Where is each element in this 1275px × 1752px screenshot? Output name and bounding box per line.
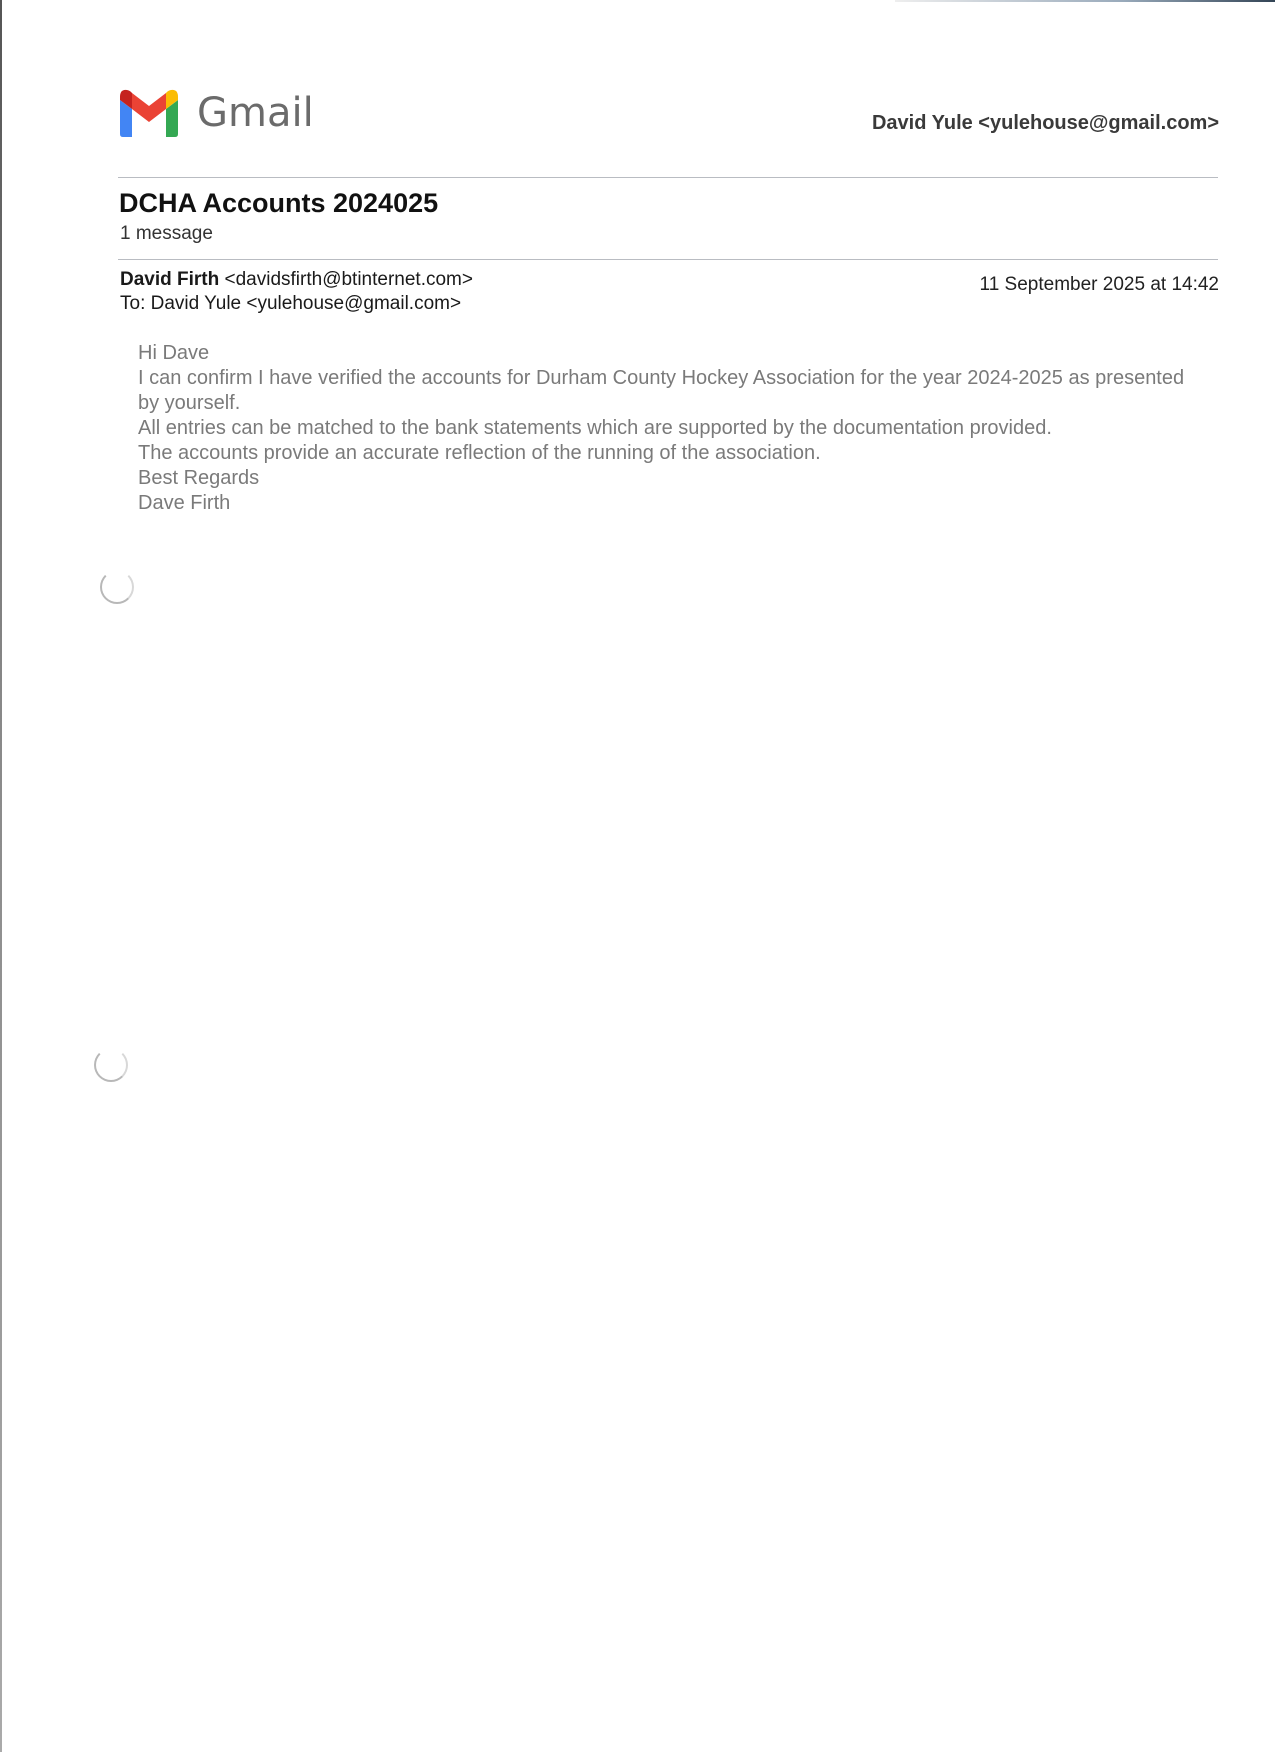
account-email: David Yule <yulehouse@gmail.com> — [871, 112, 1219, 134]
body-line: I can confirm I have verified the accounts for Durham County Hockey Association for the year 2024-2025 as presented by yourself. — [138, 367, 1185, 414]
message-date: 11 September 2025 at 14:42 — [979, 274, 1219, 295]
body-line: Dave Firth — [138, 492, 231, 514]
punch-hole — [94, 1048, 128, 1082]
message-body — [138, 341, 1198, 516]
sender-email: <davidsfirth@btinternet.com> — [224, 269, 473, 290]
divider — [118, 177, 1218, 178]
body-line: The accounts provide an accurate reflection of the running of the association. — [138, 442, 821, 464]
gmail-logo-icon — [118, 88, 180, 138]
body-line: Best Regards — [138, 467, 260, 489]
body-line: Hi Dave — [138, 342, 210, 364]
divider — [118, 259, 1218, 260]
message-count: 1 message — [120, 223, 213, 244]
body-line: All entries can be matched to the bank statements which are supported by the documentation provided. — [138, 417, 1052, 439]
scan-edge — [0, 0, 2, 1752]
gmail-logo — [118, 88, 314, 138]
sender — [120, 269, 473, 291]
scan-edge-top — [895, 0, 1275, 2]
email-subject: DCHA Accounts 2024025 — [119, 188, 439, 218]
app-name: Gmail — [197, 90, 314, 136]
recipient: To: David Yule <yulehouse@gmail.com> — [120, 293, 462, 314]
sender-name: David Firth — [120, 269, 220, 290]
punch-hole — [100, 570, 134, 604]
